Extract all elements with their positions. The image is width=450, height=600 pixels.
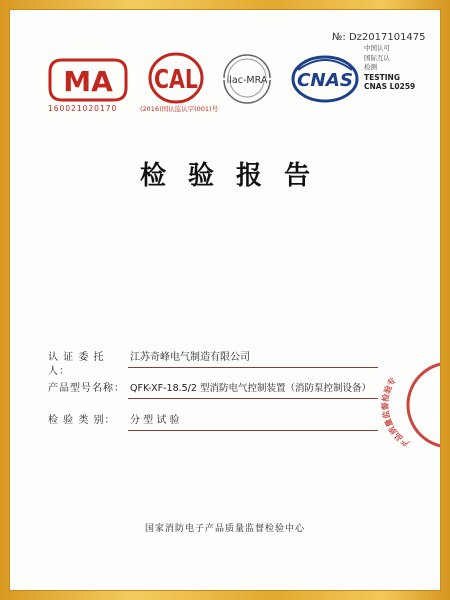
ma-logo-number: 160021020170 (48, 104, 118, 113)
field-client-value: 江苏奇峰电气制造有限公司 (130, 352, 250, 363)
cnas-en-line-1: TESTING (364, 72, 400, 82)
cnas-cn-line-2: 国际互认 (364, 53, 390, 62)
field-product-underline (128, 398, 378, 399)
cnas-cn-line-3: 检测 (364, 63, 377, 71)
field-inspection-type-underline (128, 430, 378, 431)
ilac-mra-logo (218, 50, 276, 106)
field-product-label: 产品型号名称： (48, 383, 125, 394)
field-inspection-type (48, 414, 180, 428)
ilac-mra-logo-text: ilac-MRA (226, 75, 268, 86)
cnas-accreditation-text (364, 44, 434, 92)
ma-logo-text: MA (63, 65, 113, 98)
cnas-en-line-2: CNAS L0259 (364, 82, 416, 91)
report-title: 检验报告 (139, 161, 332, 191)
cal-logo-text: CAL (154, 65, 198, 95)
field-inspection-type-value: 分 型 试 验 (130, 415, 180, 426)
field-product (48, 382, 371, 396)
cnas-logo-text: CNAS (297, 70, 353, 91)
field-inspection-type-label: 检 验 类 别： (48, 415, 116, 426)
field-client-label: 认 证 委 托 人： (48, 352, 105, 377)
serial-number: №: Dz2017101475 (332, 32, 426, 43)
cnas-cn-line-1: 中国认可 (364, 44, 390, 52)
official-seal (380, 360, 440, 450)
cal-logo (148, 52, 204, 104)
field-client-underline (128, 367, 378, 368)
official-seal-text: 产品质量监督检验专 (380, 376, 412, 449)
issuer-footer: 国家消防电子产品质量监督检验中心 (144, 524, 305, 534)
cnas-logo (290, 52, 360, 106)
ma-logo (48, 58, 128, 102)
field-product-value: QFK-XF-18.5/2 型消防电气控制装置（消防泵控制设备） (130, 383, 371, 394)
field-client (48, 351, 250, 377)
cal-logo-caption: (2016)国认监认字(001)号 (140, 105, 219, 113)
